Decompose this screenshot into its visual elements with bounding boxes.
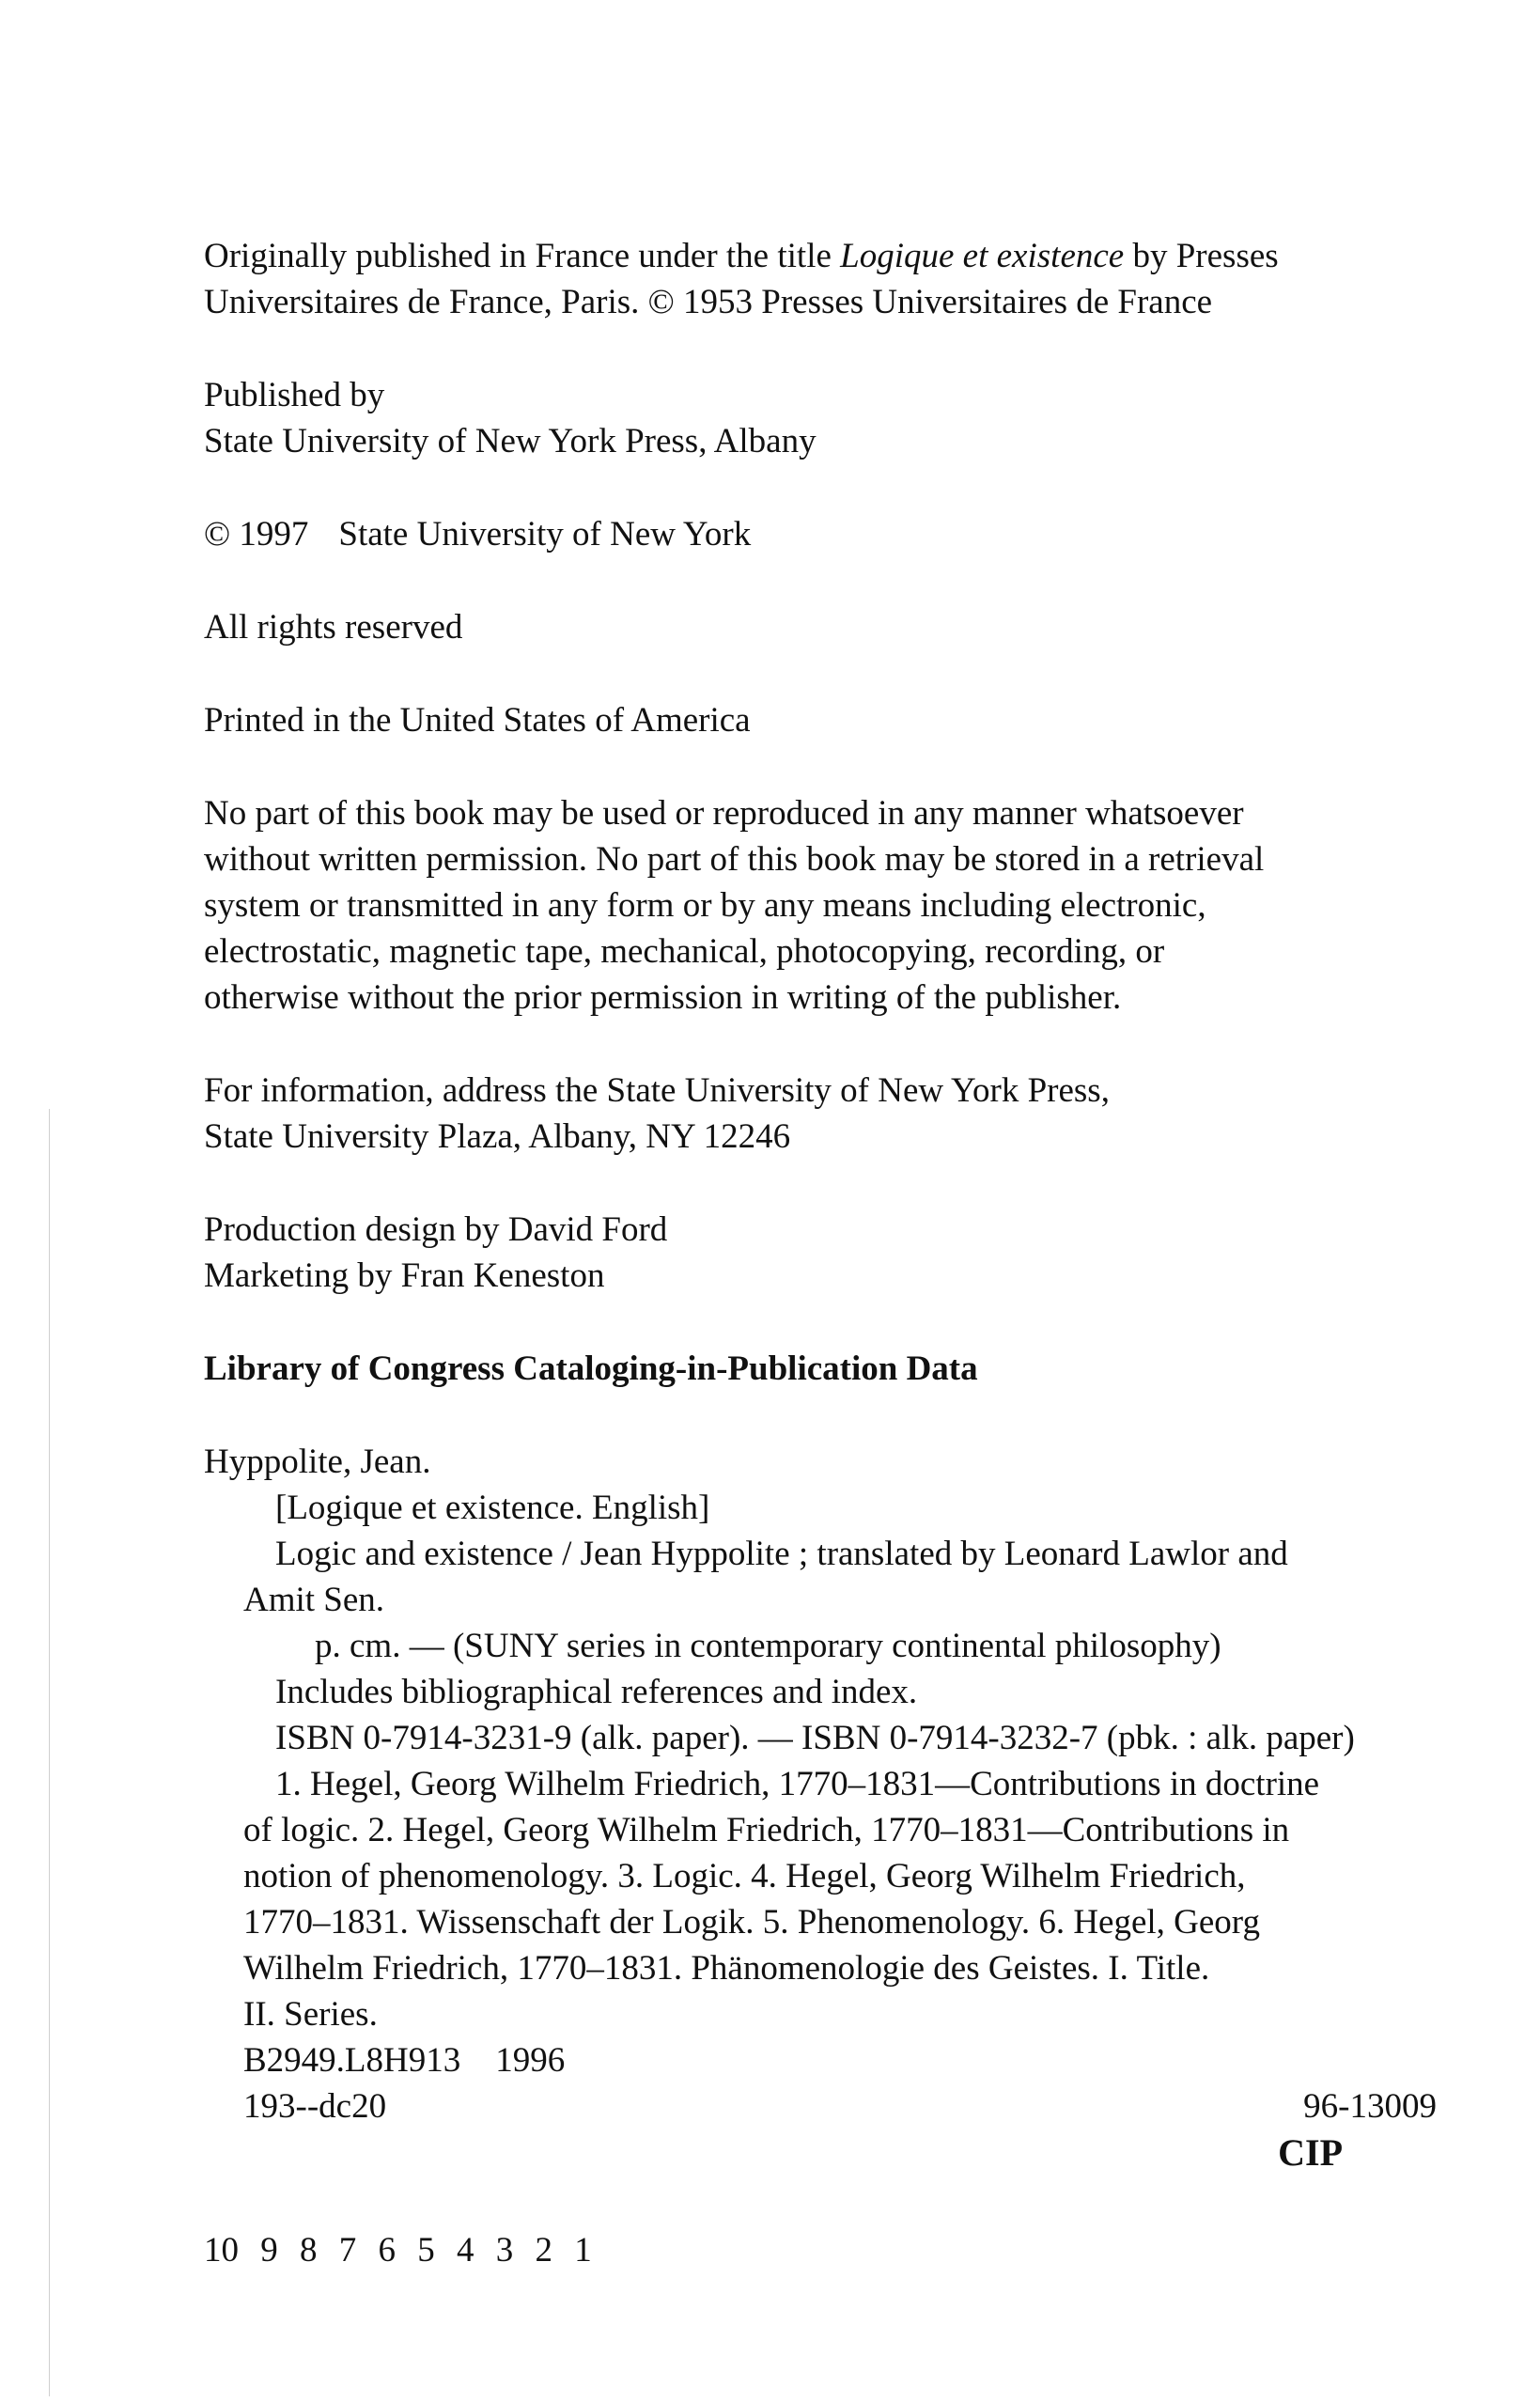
copyright-holder: State University of New York [338, 515, 752, 554]
rights-reserved: All rights reserved [204, 608, 463, 647]
printing-line: 10 9 8 7 6 5 4 3 2 1 [204, 2231, 592, 2269]
cip-author: Hyppolite, Jean. [204, 1443, 431, 1481]
cip-subject-line: 1. Hegel, Georg Wilhelm Friedrich, 1770–1831—Contributions in doctrine [275, 1765, 1320, 1803]
marketing-credit: Marketing by Fran Keneston [204, 1256, 605, 1295]
information-address [204, 1068, 1444, 1160]
permission-line: No part of this book may be used or reproduced in any manner whatsoever [204, 794, 1244, 833]
permission-line: without written permission. No part of this book may be stored in a retrieval [204, 840, 1265, 879]
publisher-note [204, 372, 1444, 464]
copyright-notice [204, 511, 1444, 557]
credits [204, 1207, 1444, 1299]
cip-classification-row [204, 2083, 1437, 2129]
permission-statement [204, 790, 1444, 1021]
cip-title-line-2: Amit Sen. [243, 1581, 385, 1619]
cip-notes: Includes bibliographical references and index. [275, 1673, 918, 1711]
publisher-name: State University of New York Press, Albany [204, 422, 817, 460]
cip-title-line-1: Logic and existence / Jean Hyppolite ; translated by Leonard Lawlor and [275, 1535, 1288, 1573]
production-design-credit: Production design by David Ford [204, 1210, 668, 1249]
origin-line-2: Universitaires de France, Paris. © 1953 Presses Universitaires de France [204, 283, 1213, 321]
cip-lccn: 96-13009 [1303, 2087, 1437, 2126]
permission-line: electrostatic, magnetic tape, mechanical, photocopying, recording, or [204, 932, 1165, 971]
cip-heading: Library of Congress Cataloging-in-Publication Data [204, 1349, 978, 1388]
cip-call-number: B2949.L8H913 1996 [243, 2041, 566, 2080]
cip-subject-line: notion of phenomenology. 3. Logic. 4. Hegel, Georg Wilhelm Friedrich, [243, 1857, 1246, 1895]
cip-mark: CIP [1278, 2131, 1343, 2174]
permission-line: system or transmitted in any form or by any means including electronic, [204, 886, 1206, 925]
copyright-year: © 1997 [204, 515, 309, 554]
cip-subject-line: of logic. 2. Hegel, Georg Wilhelm Friedrich, 1770–1831—Contributions in [243, 1811, 1290, 1849]
cip-uniform-title: [Logique et existence. English] [275, 1489, 710, 1527]
address-line: For information, address the State University of New York Press, [204, 1071, 1110, 1110]
cip-subject-line: II. Series. [243, 1995, 378, 2034]
permission-line: otherwise without the prior permission in writing of the publisher. [204, 978, 1122, 1017]
printed-in: Printed in the United States of America [204, 701, 751, 740]
cip-subject-line: Wilhelm Friedrich, 1770–1831. Phänomenologie des Geistes. I. Title. [243, 1949, 1210, 1988]
cip-record [204, 1439, 1444, 2176]
copyright-text-block [204, 233, 1444, 2176]
original-title: Logique et existence [840, 237, 1125, 275]
origin-note [204, 233, 1444, 325]
published-by-label: Published by [204, 376, 385, 414]
cip-dewey: 193--dc20 [243, 2087, 387, 2126]
gutter-line [49, 1109, 50, 2396]
origin-line-1: Originally published in France under the title Logique et existence by Presses [204, 237, 1279, 275]
cip-isbn: ISBN 0-7914-3231-9 (alk. paper). — ISBN 0-7914-3232-7 (pbk. : alk. paper) [275, 1719, 1355, 1757]
cip-physical-description: p. cm. — (SUNY series in contemporary continental philosophy) [315, 1627, 1221, 1665]
address-line: State University Plaza, Albany, NY 12246 [204, 1117, 791, 1156]
cip-subject-line: 1770–1831. Wissenschaft der Logik. 5. Phenomenology. 6. Hegel, Georg [243, 1903, 1260, 1942]
